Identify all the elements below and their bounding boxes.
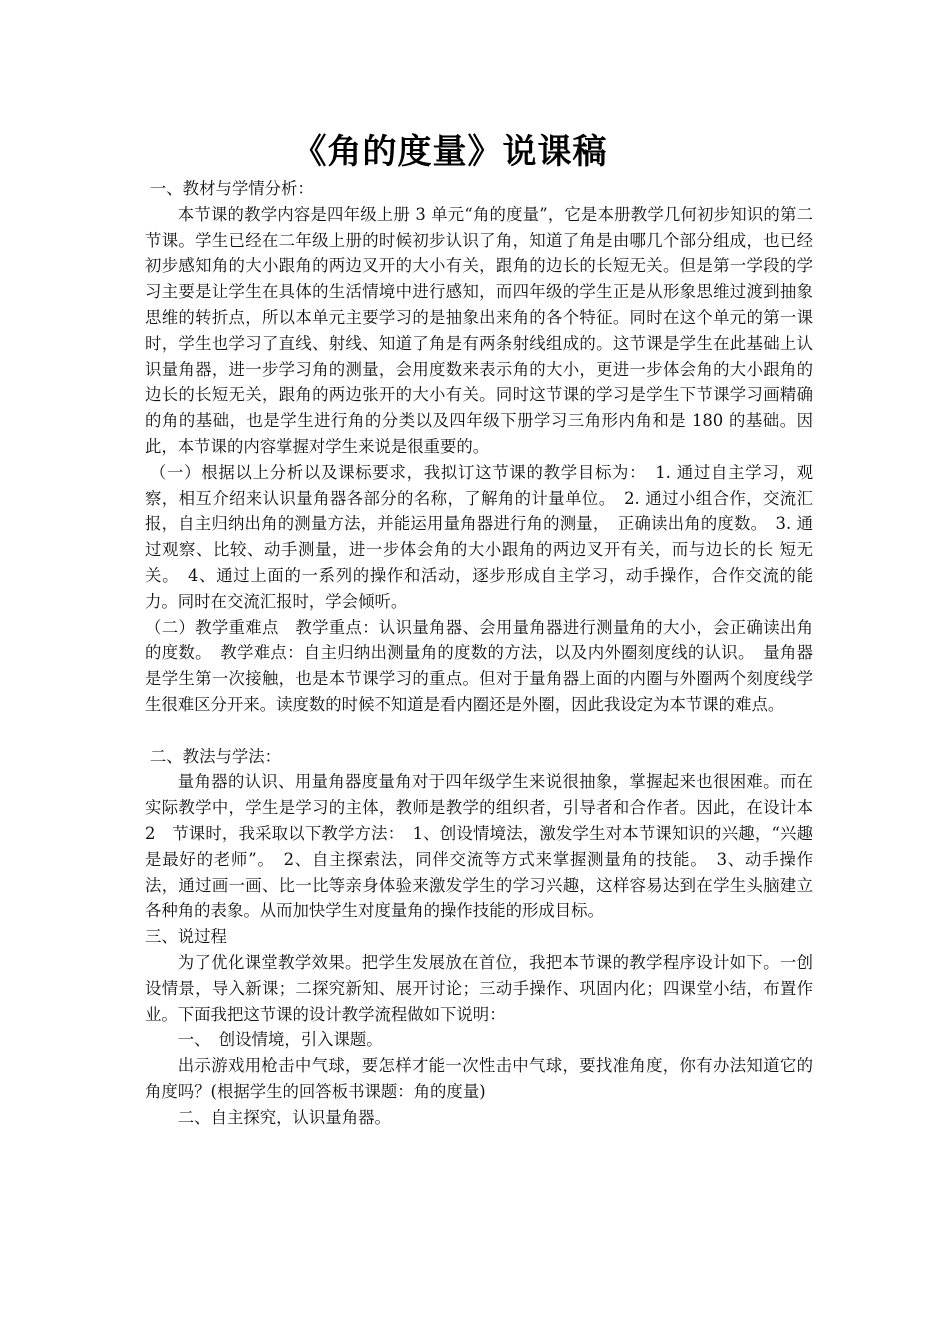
section-heading-teaching-methods: 二、教法与学法： [149,746,282,766]
paragraph-teaching-methods: 量角器的认识、用量角器度量角对于四年级学生来说很抽象，掌握起来也很困难。而在实际教学中，学生是学习的主体，教师是教学的组织者，引导者和合作者。因此，在设计本 2 节课时，我采取以下教学方法： 1、创设情境法，激发学生对本节课知识的兴趣，“兴趣是最好的老师”。 2、自主探索法，同伴交流等方式来掌握测量角的技能。 3、动手操作法，通过画一画、比一比等亲身体验来激发学生的学习兴趣，这样容易达到在学生头脑建立各种角的表象。从而加快学生对度量角的操作技能的形成目标。 [145,772,813,921]
paragraph-process-overview: 为了优化课堂教学效果。把学生发展放在首位，我把本节课的教学程序设计如下。一创设情景，导入新课；二探究新知、展开讨论；三动手操作、巩固内化；四课堂小结，布置作业。下面我把这节课的设计教学流程做如下说明： [145,952,813,1024]
paragraph-materials-analysis: 本节课的教学内容是四年级上册 3 单元“角的度量”，它是本册教学几何初步知识的第二节课。学生已经在二年级上册的时候初步认识了角，知道了角是由哪几个部分组成，也已经初步感知角的大小跟角的两边叉开的大小有关，跟角的边长的长短无关。但是第一学段的学习主要是让学生在具体的生活情境中进行感知，而四年级的学生正是从形象思维过渡到抽象思维的转折点，所以本单元主要学习的是抽象出来角的各个特征。同时在这个单元的第一课时，学生也学习了直线、射线、知道了角是有两条射线组成的。这节课是学生在此基础上认识量角器，进一步学习角的测量，会用度数来表示角的大小，更进一步体会角的大小跟角的边长的长短无关，跟角的两边张开的大小有关。同时这节课的学习是学生下节课学习画精确的角的基础，也是学生进行角的分类以及四年级下册学习三角形内角和是 180 的基础。因此，本节课的内容掌握对学生来说是很重要的。 [145,204,813,456]
subheading-create-situation: 一、 创设情境，引入课题。 [177,1030,383,1050]
paragraph-teaching-goals: （一）根据以上分析以及课标要求，我拟订这节课的教学目标为： 1. 通过自主学习，观察，相互介绍来认识量角器各部分的名称，了解角的计量单位。 2. 通过小组合作，交流汇报，自主归纳出角的测量方法，并能运用量角器进行角的测量， 正确读出角的度数。 3. 通过观察、比较、动手测量，进一步体会角的大小跟角的两边叉开有关，而与边长的长 短无关。 4、通过上面的一系列的操作和活动，逐步形成自主学习，动手操作，合作交流的能力。同时在交流汇报时，学会倾听。 [145,462,813,611]
document-title: 《角的度量》说课稿 [292,132,608,172]
document-body [145,176,813,1130]
paragraph-key-difficult-points: （二）教学重难点 教学重点：认识量角器、会用量角器进行测量角的大小，会正确读出角的度数。 教学难点：自主归纳出测量角的度数的方法，以及内外圈刻度线的认识。 量角器是学生第一次接触，也是本节课学习的重点。但对于量角器上面的内圈与外圈两个刻度线学生很难区分开来。读度数的时候不知道是看内圈还是外圈，因此我设定为本节课的难点。 [145,617,813,714]
paragraph-balloon-game: 出示游戏用枪击中气球，要怎样才能一次性击中气球，要找准角度，你有办法知道它的角度吗？(根据学生的回答板书课题：角的度量) [145,1056,813,1101]
section-heading-materials-analysis: 一、教材与学情分析： [149,179,314,198]
section-heading-process: 三、说过程 [145,927,227,947]
subheading-explore-protractor: 二、自主探究，认识量角器。 [177,1107,391,1127]
blank-line [145,718,813,744]
